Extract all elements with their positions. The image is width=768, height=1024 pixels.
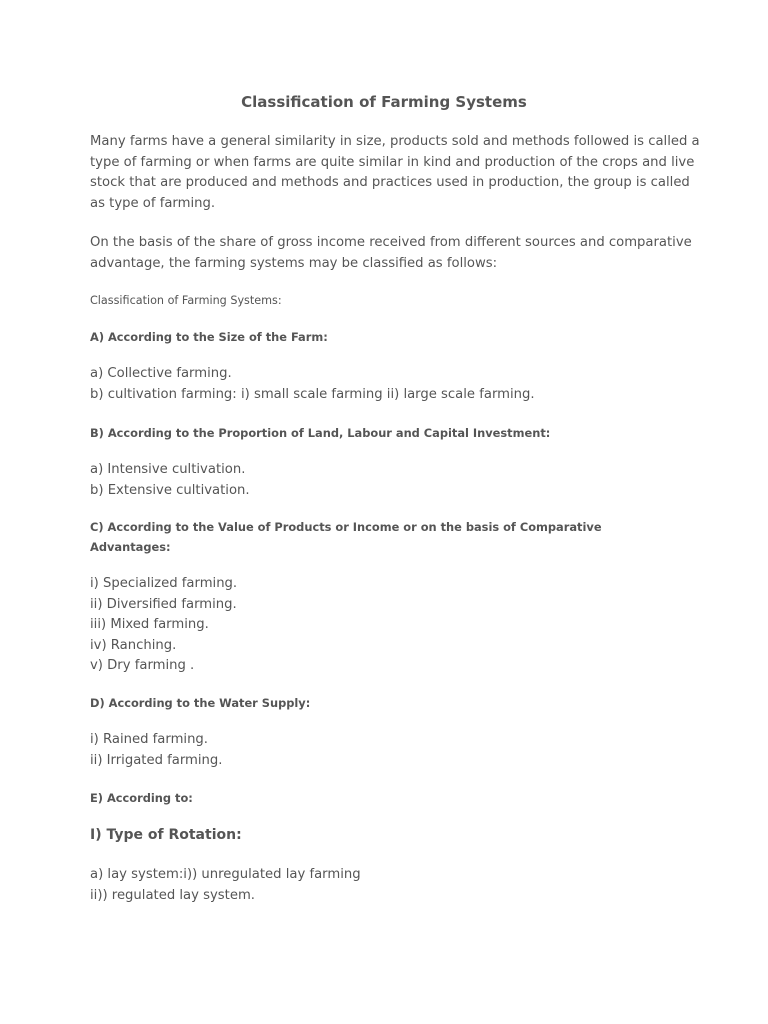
list-item: iii) Mixed farming. (90, 617, 209, 633)
list-item: b) cultivation farming: i) small scale farming ii) large scale farming. (90, 386, 535, 402)
basis-line: advantage, the farming systems may be classified as follows: (90, 255, 498, 271)
list-item: i) Specialized farming. (90, 576, 238, 591)
section-d-heading-line: D) According to the Water Supply: (90, 696, 311, 710)
intro-line: stock that are produced and methods and practices used in production, the group is called (90, 175, 690, 191)
classification-subtitle: Classification of Farming Systems: (90, 294, 282, 307)
section-e-heading-line: E) According to: (90, 791, 193, 805)
basis-paragraph (90, 233, 692, 274)
rotation-heading: I) Type of Rotation: (90, 827, 242, 843)
section-a-heading-line: A) According to the Size of the Farm: (90, 330, 328, 344)
section-c-list (90, 574, 237, 677)
intro-line: as type of farming. (90, 195, 216, 211)
basis-line: On the basis of the share of gross income received from different sources and comparative (90, 235, 692, 250)
section-c-heading (90, 518, 602, 557)
intro-line: Many farms have a general similarity in size, products sold and methods followed is called a (90, 134, 700, 149)
section-e-heading (90, 789, 193, 809)
intro-line: type of farming or when farms are quite similar in kind and production of the crops and live (90, 154, 695, 170)
section-b-heading (90, 424, 550, 444)
list-item: a) Collective farming. (90, 366, 232, 381)
list-item: a) Intensive cultivation. (90, 462, 246, 477)
list-item: ii) Irrigated farming. (90, 752, 223, 768)
list-item: a) lay system:i)) unregulated lay farming (90, 867, 361, 882)
list-item: ii) Diversified farming. (90, 596, 237, 612)
list-item: v) Dry farming . (90, 658, 195, 674)
section-b-heading-line: B) According to the Proportion of Land, Labour and Capital Investment: (90, 426, 551, 440)
section-b-list (90, 460, 250, 501)
document-title: Classification of Farming Systems (241, 93, 527, 111)
list-item: i) Rained farming. (90, 732, 208, 747)
section-c-heading-line: Advantages: (90, 539, 171, 554)
section-d-heading (90, 694, 310, 714)
section-a-heading (90, 328, 328, 348)
section-c-heading-line: C) According to the Value of Products or Income or on the basis of Comparative (90, 520, 602, 534)
section-a-list (90, 364, 535, 405)
intro-paragraph (90, 132, 700, 214)
rotation-list (90, 865, 361, 906)
list-item: iv) Ranching. (90, 637, 177, 653)
list-item: ii)) regulated lay system. (90, 887, 255, 903)
list-item: b) Extensive cultivation. (90, 482, 250, 498)
section-d-list (90, 730, 222, 771)
